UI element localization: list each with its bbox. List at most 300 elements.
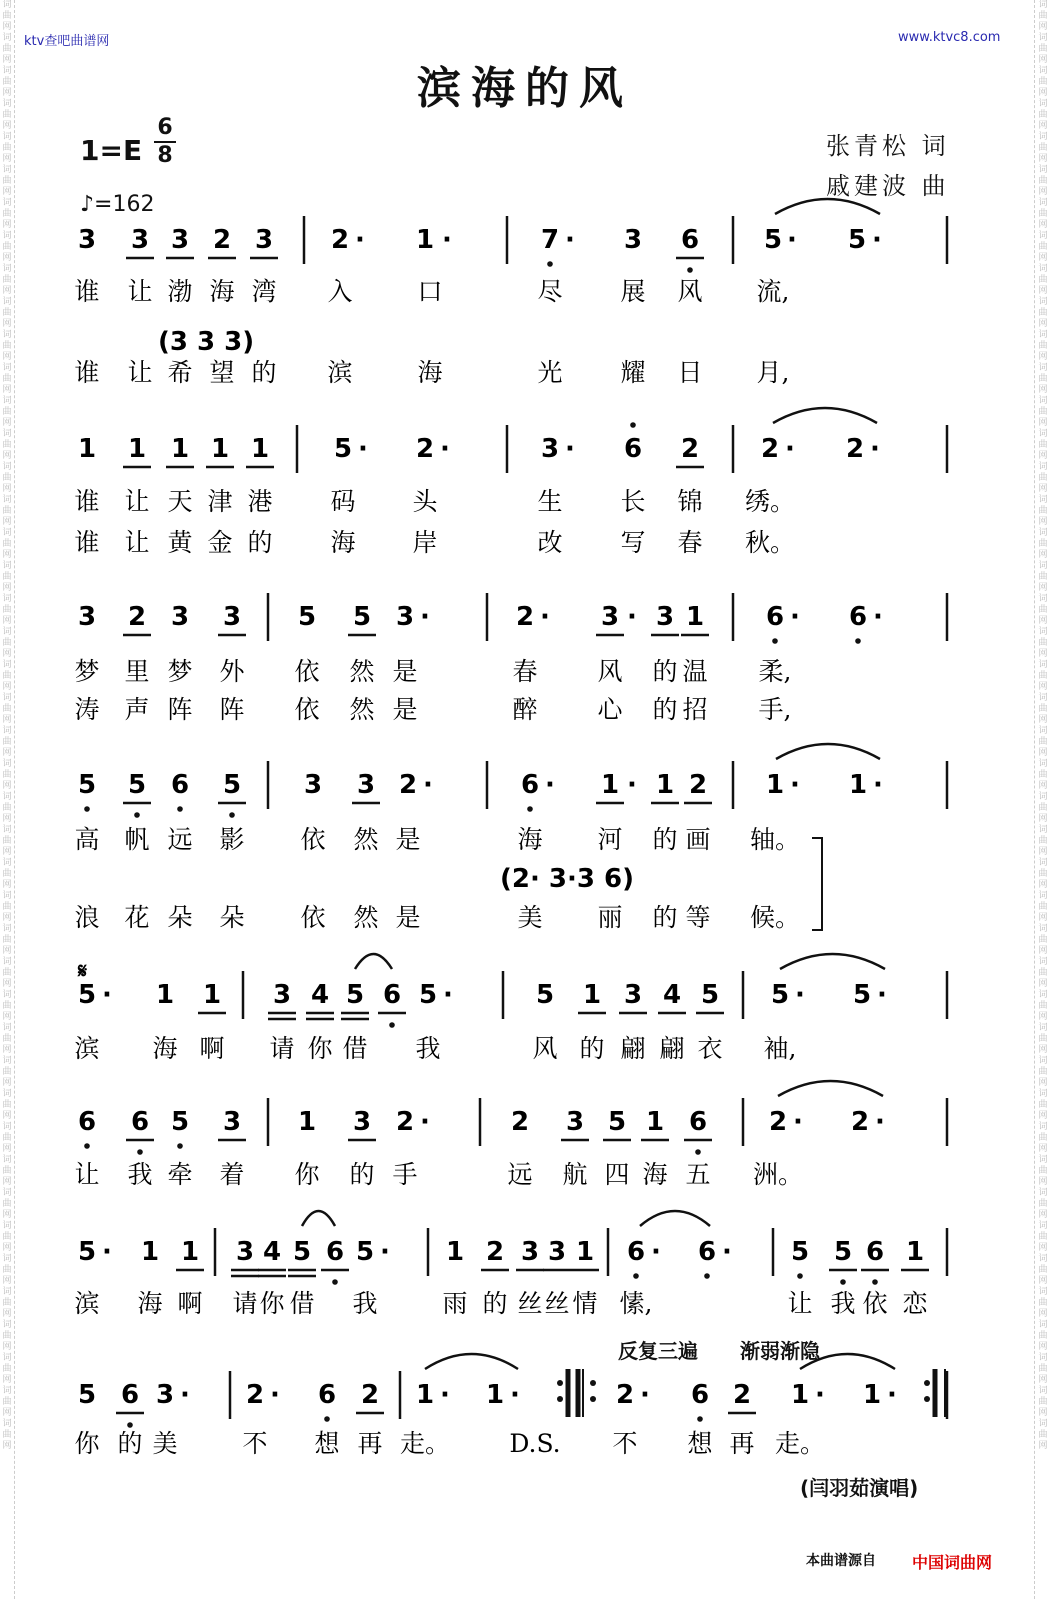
lyric-char: 天 bbox=[167, 487, 193, 516]
meter-numerator: 6 bbox=[157, 115, 173, 140]
note: 6 bbox=[848, 602, 868, 632]
note: 4 bbox=[662, 980, 682, 1010]
lyric-char: 湾 bbox=[251, 277, 277, 306]
lyric-char: 远 bbox=[507, 1160, 533, 1189]
note: · bbox=[380, 1237, 390, 1267]
note: 5 bbox=[352, 602, 372, 632]
lyric-char: 然 bbox=[353, 825, 379, 854]
lyric-char: 愫, bbox=[619, 1289, 653, 1318]
note: 3 bbox=[77, 225, 97, 255]
lyric-char: 让 bbox=[127, 277, 153, 306]
note: 2 bbox=[760, 434, 780, 464]
lyric-char: 朵 bbox=[219, 903, 245, 932]
note: · bbox=[651, 1237, 661, 1267]
lyric-char: 海 bbox=[330, 528, 356, 557]
lyric-char: 走。 bbox=[399, 1429, 451, 1458]
note: · bbox=[815, 1380, 825, 1410]
segno-sign: 𝄋 bbox=[78, 959, 88, 983]
note: 1 bbox=[582, 980, 602, 1010]
note: 2 bbox=[212, 225, 232, 255]
note: 1 bbox=[905, 1237, 925, 1267]
low-octave-dot bbox=[134, 812, 140, 818]
low-octave-dot bbox=[840, 1279, 846, 1285]
note: 5 bbox=[763, 225, 783, 255]
note: · bbox=[795, 980, 805, 1010]
lyric-char: 日 bbox=[677, 358, 703, 387]
repeat-dot bbox=[924, 1380, 930, 1386]
note: 1 bbox=[655, 770, 675, 800]
lyric-char: 谁 bbox=[74, 358, 100, 387]
note: 2 bbox=[515, 602, 535, 632]
lyric-char: 让 bbox=[787, 1289, 813, 1318]
lyric-char: 你 bbox=[74, 1429, 100, 1458]
note: 1 bbox=[600, 770, 620, 800]
lyric-char: 黄 bbox=[167, 528, 193, 557]
lyric-char: 里 bbox=[124, 657, 150, 686]
lyric-char: 想 bbox=[314, 1429, 340, 1458]
note: 1 bbox=[848, 770, 868, 800]
footer-site: 中国词曲网 bbox=[912, 1553, 993, 1572]
lyric-char: 翩 bbox=[620, 1034, 646, 1063]
lyric-char: 洲。 bbox=[752, 1160, 804, 1189]
note: · bbox=[420, 1107, 430, 1137]
repeat-dot bbox=[924, 1396, 930, 1402]
note: 5 bbox=[297, 602, 317, 632]
watermark-right: www.ktvc8.com bbox=[898, 30, 1001, 45]
note: 3 bbox=[600, 602, 620, 632]
lyric-char: 绣。 bbox=[744, 487, 796, 516]
note: 2 bbox=[245, 1380, 265, 1410]
tie-arc bbox=[775, 199, 880, 214]
note: 3 bbox=[540, 434, 560, 464]
lyric-char: 谁 bbox=[74, 277, 100, 306]
lyric-char: 翩 bbox=[659, 1034, 685, 1063]
note: · bbox=[420, 602, 430, 632]
note: 5 bbox=[700, 980, 720, 1010]
note: 3 bbox=[272, 980, 292, 1010]
lyric-char: 丝 bbox=[517, 1289, 543, 1318]
note: 2 bbox=[127, 602, 147, 632]
lyric-char: 依 bbox=[300, 903, 326, 932]
lyric-char: 海 bbox=[517, 825, 543, 854]
lyric-char: 雨 bbox=[442, 1289, 468, 1318]
high-octave-dot bbox=[630, 422, 636, 428]
note: · bbox=[443, 980, 453, 1010]
lyric-char: 阵 bbox=[167, 695, 193, 724]
note: · bbox=[355, 225, 365, 255]
note: 3 bbox=[130, 225, 150, 255]
note: 2 bbox=[615, 1380, 635, 1410]
lyric-char: 依 bbox=[300, 825, 326, 854]
lyric-char: 希 bbox=[167, 358, 193, 387]
note: 6 bbox=[317, 1380, 337, 1410]
note: 2 bbox=[485, 1237, 505, 1267]
lyric-char: 再 bbox=[729, 1429, 755, 1458]
note: · bbox=[872, 225, 882, 255]
lyric-char: 不 bbox=[242, 1429, 268, 1458]
lyric-char: 是 bbox=[395, 825, 421, 854]
low-octave-dot bbox=[855, 638, 861, 644]
lyric-char: 依 bbox=[294, 695, 320, 724]
note: 2 bbox=[768, 1107, 788, 1137]
lyric-char: 影 bbox=[219, 825, 245, 854]
note: 3 bbox=[352, 1107, 372, 1137]
lyric-char: 写 bbox=[620, 528, 646, 557]
tie-arc bbox=[640, 1211, 710, 1226]
lyric-char: 想 bbox=[687, 1429, 713, 1458]
lyric-char: 海 bbox=[417, 358, 443, 387]
note: 2 bbox=[845, 434, 865, 464]
lyric-char: 请 bbox=[232, 1289, 258, 1318]
lyric-char: 的 bbox=[579, 1034, 605, 1063]
lyric-char: 的 bbox=[652, 825, 678, 854]
note: 5 bbox=[355, 1237, 375, 1267]
lyric-char: 的 bbox=[349, 1160, 375, 1189]
lyric-char: 涛 bbox=[74, 695, 100, 724]
lyric-char: 远 bbox=[167, 825, 193, 854]
note: 5 bbox=[847, 225, 867, 255]
note: · bbox=[510, 1380, 520, 1410]
lyric-char: 啊 bbox=[199, 1034, 225, 1063]
low-octave-dot bbox=[547, 261, 553, 267]
note: 1 bbox=[297, 1107, 317, 1137]
lyric-char: 袖, bbox=[763, 1034, 797, 1063]
note: · bbox=[627, 770, 637, 800]
note: · bbox=[722, 1237, 732, 1267]
low-octave-dot bbox=[772, 638, 778, 644]
lyric-char: 岸 bbox=[412, 528, 438, 557]
lyric-char: 渤 bbox=[167, 277, 193, 306]
note: 2 bbox=[360, 1380, 380, 1410]
lyric-char: 牵 bbox=[167, 1160, 193, 1189]
note: 3 bbox=[155, 1380, 175, 1410]
lyric-char: 着 bbox=[219, 1160, 245, 1189]
lyric-char: 河 bbox=[597, 825, 623, 854]
lyric-char: 口 bbox=[417, 277, 443, 306]
note: 5 bbox=[790, 1237, 810, 1267]
direction-fade: 渐弱渐隐 bbox=[740, 1339, 820, 1363]
note: 1 bbox=[202, 980, 222, 1010]
note: 2 bbox=[395, 1107, 415, 1137]
note: 1 bbox=[210, 434, 230, 464]
repeat-dot bbox=[590, 1396, 596, 1402]
lyric-char: 丝 bbox=[544, 1289, 570, 1318]
lyric-char: 的 bbox=[652, 657, 678, 686]
lyric-char: 锦 bbox=[677, 487, 703, 516]
lyric-char: 春 bbox=[677, 528, 703, 557]
note: 3 bbox=[395, 602, 415, 632]
lyric-char: 海 bbox=[152, 1034, 178, 1063]
tie-arc bbox=[425, 1354, 518, 1369]
lyric-char: 你 bbox=[307, 1034, 333, 1063]
note: 4 bbox=[262, 1237, 282, 1267]
lyric-char: 手 bbox=[392, 1160, 418, 1189]
note: 5 bbox=[77, 1380, 97, 1410]
direction-repeat: 反复三遍 bbox=[618, 1339, 698, 1363]
note: · bbox=[790, 770, 800, 800]
lyric-char: 再 bbox=[357, 1429, 383, 1458]
note: 3 bbox=[222, 1107, 242, 1137]
lyric-char: 金 bbox=[207, 528, 233, 557]
note: 3 bbox=[623, 980, 643, 1010]
tempo-value: =162 bbox=[94, 192, 155, 217]
lyric-char: 津 bbox=[207, 487, 233, 516]
note: 6 bbox=[520, 770, 540, 800]
note: · bbox=[358, 434, 368, 464]
lyric-char: 风 bbox=[597, 657, 623, 686]
lyric-char: 温 bbox=[682, 657, 708, 686]
lyric-char: 恋 bbox=[902, 1289, 928, 1318]
low-octave-dot bbox=[229, 812, 235, 818]
song-title: 滨海的风 bbox=[417, 63, 633, 114]
lyric-char: 流, bbox=[756, 277, 790, 306]
key-signature: 1=E bbox=[80, 134, 143, 167]
lyric-char: 是 bbox=[392, 695, 418, 724]
note: 2 bbox=[850, 1107, 870, 1137]
repeat-dot bbox=[590, 1380, 596, 1386]
lyric-char: 然 bbox=[353, 903, 379, 932]
lyric-char: 情 bbox=[572, 1289, 598, 1318]
note: 5 bbox=[418, 980, 438, 1010]
lyric-char: 我 bbox=[830, 1289, 856, 1318]
lyric-char: 声 bbox=[124, 695, 150, 724]
note: 3 bbox=[623, 225, 643, 255]
lyric-char: 丽 bbox=[597, 903, 623, 932]
note: 6 bbox=[690, 1380, 710, 1410]
note: · bbox=[442, 225, 452, 255]
lyric-char: 的 bbox=[251, 358, 277, 387]
lyric-char: 你 bbox=[294, 1160, 320, 1189]
lyric-char: 的 bbox=[652, 695, 678, 724]
low-octave-dot bbox=[324, 1416, 330, 1422]
note: 2 bbox=[398, 770, 418, 800]
note: · bbox=[545, 770, 555, 800]
note: 1 bbox=[685, 602, 705, 632]
lyric-char: 走。 bbox=[774, 1429, 826, 1458]
note: 1 bbox=[445, 1237, 465, 1267]
footer-source: 本曲谱源自 bbox=[806, 1553, 876, 1569]
note: · bbox=[627, 602, 637, 632]
note: 6 bbox=[765, 602, 785, 632]
lyric-char: 让 bbox=[74, 1160, 100, 1189]
note: · bbox=[102, 1237, 112, 1267]
lyric-char: 美 bbox=[152, 1429, 178, 1458]
note: 6 bbox=[325, 1237, 345, 1267]
singer-credit: (闫羽茹演唱) bbox=[800, 1476, 919, 1500]
low-octave-dot bbox=[872, 1279, 878, 1285]
low-octave-dot bbox=[697, 1416, 703, 1422]
note: 4 bbox=[310, 980, 330, 1010]
lyric-char: 港 bbox=[247, 487, 273, 516]
note: 5 bbox=[222, 770, 242, 800]
low-octave-dot bbox=[695, 1149, 701, 1155]
note: 5 bbox=[345, 980, 365, 1010]
note: 1 bbox=[180, 1237, 200, 1267]
note: 1 bbox=[575, 1237, 595, 1267]
lyric-char: 滨 bbox=[74, 1034, 100, 1063]
lyric-char: 让 bbox=[124, 528, 150, 557]
low-octave-dot bbox=[84, 1143, 90, 1149]
lyric-char: 尽 bbox=[537, 277, 563, 306]
low-octave-dot bbox=[127, 1422, 133, 1428]
low-octave-dot bbox=[687, 267, 693, 273]
note: · bbox=[875, 1107, 885, 1137]
lyric-char: 是 bbox=[395, 903, 421, 932]
tie-arc bbox=[780, 954, 885, 969]
lyric-char: D.S. bbox=[509, 1429, 561, 1458]
note: 1 bbox=[155, 980, 175, 1010]
repeat-dot bbox=[557, 1380, 563, 1386]
lyric-char: 我 bbox=[415, 1034, 441, 1063]
lyric-char: 画 bbox=[685, 825, 711, 854]
tie-arc bbox=[773, 408, 877, 423]
note: 5 bbox=[77, 1237, 97, 1267]
note: 3 bbox=[222, 602, 242, 632]
note: 2 bbox=[680, 434, 700, 464]
note: 1 bbox=[77, 434, 97, 464]
repeat-dot bbox=[557, 1396, 563, 1402]
note: 5 bbox=[127, 770, 147, 800]
lyric-char: 啊 bbox=[177, 1289, 203, 1318]
lyric-char: 谁 bbox=[74, 528, 100, 557]
lyric-char: 风 bbox=[677, 277, 703, 306]
lyric-char: 让 bbox=[124, 487, 150, 516]
note: 1 bbox=[790, 1380, 810, 1410]
lyric-char: 春 bbox=[512, 657, 538, 686]
note: · bbox=[540, 602, 550, 632]
low-octave-dot bbox=[137, 1149, 143, 1155]
note: 1 bbox=[485, 1380, 505, 1410]
note: 6 bbox=[680, 225, 700, 255]
lyric-char: 你 bbox=[259, 1289, 285, 1318]
composer-credit: 戚建波 曲 bbox=[826, 172, 950, 200]
lyric-char: 依 bbox=[294, 657, 320, 686]
lyric-char: 柔, bbox=[758, 657, 792, 686]
note: 7 bbox=[540, 225, 560, 255]
watermark-left: ktv查吧曲谱网 bbox=[24, 34, 110, 49]
note: 5 bbox=[535, 980, 555, 1010]
note: 1 bbox=[170, 434, 190, 464]
note: · bbox=[102, 980, 112, 1010]
lyric-char: 长 bbox=[620, 487, 646, 516]
note: 5 bbox=[770, 980, 790, 1010]
note: 5 bbox=[833, 1237, 853, 1267]
tie-arc bbox=[776, 744, 880, 759]
note: · bbox=[873, 770, 883, 800]
note: 1 bbox=[765, 770, 785, 800]
lyric-char: 梦 bbox=[167, 657, 193, 686]
low-octave-dot bbox=[177, 806, 183, 812]
lyric-char: 秋。 bbox=[744, 528, 796, 557]
note: 3 bbox=[303, 770, 323, 800]
lyric-char: 我 bbox=[352, 1289, 378, 1318]
lyric-char: 帆 bbox=[124, 825, 150, 854]
note: · bbox=[270, 1380, 280, 1410]
note: 5 bbox=[170, 1107, 190, 1137]
lyric-char: 高 bbox=[74, 825, 100, 854]
note: 6 bbox=[130, 1107, 150, 1137]
lyric-char: 展 bbox=[620, 277, 646, 306]
note: 1 bbox=[862, 1380, 882, 1410]
note: 6 bbox=[170, 770, 190, 800]
lyric-char: 滨 bbox=[327, 358, 353, 387]
lyric-char: 浪 bbox=[74, 903, 100, 932]
note: 3 bbox=[520, 1237, 540, 1267]
note: 5 bbox=[292, 1237, 312, 1267]
note: · bbox=[565, 434, 575, 464]
note: 3 bbox=[254, 225, 274, 255]
low-octave-dot bbox=[797, 1273, 803, 1279]
note: 3 bbox=[547, 1237, 567, 1267]
note: 6 bbox=[623, 434, 643, 464]
note: 1 bbox=[415, 1380, 435, 1410]
note: 1 bbox=[250, 434, 270, 464]
note: 6 bbox=[77, 1107, 97, 1137]
low-octave-dot bbox=[177, 1143, 183, 1149]
lyric-char: 海 bbox=[642, 1160, 668, 1189]
low-octave-dot bbox=[633, 1273, 639, 1279]
note: · bbox=[787, 225, 797, 255]
note: 6 bbox=[626, 1237, 646, 1267]
lyric-char: 的 bbox=[117, 1429, 143, 1458]
lyric-char: 海 bbox=[209, 277, 235, 306]
low-octave-dot bbox=[389, 1022, 395, 1028]
note: 1 bbox=[140, 1237, 160, 1267]
note: 6 bbox=[382, 980, 402, 1010]
lyric-char: 朵 bbox=[167, 903, 193, 932]
note: 2 bbox=[330, 225, 350, 255]
note: 5 bbox=[77, 770, 97, 800]
lyric-char: 的 bbox=[482, 1289, 508, 1318]
lyric-char: 光 bbox=[537, 358, 563, 387]
lyric-char: 外 bbox=[219, 657, 245, 686]
note: 2 bbox=[688, 770, 708, 800]
lyric-char: 等 bbox=[685, 903, 711, 932]
note: 3 bbox=[565, 1107, 585, 1137]
lyric-char: 头 bbox=[412, 487, 438, 516]
lyric-char: 是 bbox=[392, 657, 418, 686]
low-octave-dot bbox=[527, 806, 533, 812]
lyric-char: 借 bbox=[289, 1289, 315, 1318]
tie-arc bbox=[355, 954, 392, 969]
note: · bbox=[873, 602, 883, 632]
lyric-char: 五 bbox=[685, 1160, 711, 1189]
lyric-char: 心 bbox=[597, 695, 623, 724]
lyric-char: 借 bbox=[342, 1034, 368, 1063]
lyricist-credit: 张青松 词 bbox=[826, 132, 950, 160]
lyric-char: 的 bbox=[247, 528, 273, 557]
note: · bbox=[640, 1380, 650, 1410]
lyric-char: 请 bbox=[269, 1034, 295, 1063]
lyric-char: 滨 bbox=[74, 1289, 100, 1318]
note: 3 bbox=[356, 770, 376, 800]
note: 1 bbox=[415, 225, 435, 255]
lyric-char: 月, bbox=[756, 358, 790, 387]
note: 3 bbox=[655, 602, 675, 632]
note: · bbox=[440, 434, 450, 464]
meter-denominator: 8 bbox=[157, 143, 173, 168]
note: 5 bbox=[77, 980, 97, 1010]
note: · bbox=[565, 225, 575, 255]
note: 3 bbox=[170, 225, 190, 255]
note: · bbox=[790, 602, 800, 632]
lyric-char: 候。 bbox=[749, 903, 801, 932]
lyric-char: 梦 bbox=[74, 657, 100, 686]
note: 6 bbox=[865, 1237, 885, 1267]
note: 3 bbox=[77, 602, 97, 632]
lyric-char: 招 bbox=[682, 695, 708, 724]
lyric-char: 衣 bbox=[697, 1034, 723, 1063]
